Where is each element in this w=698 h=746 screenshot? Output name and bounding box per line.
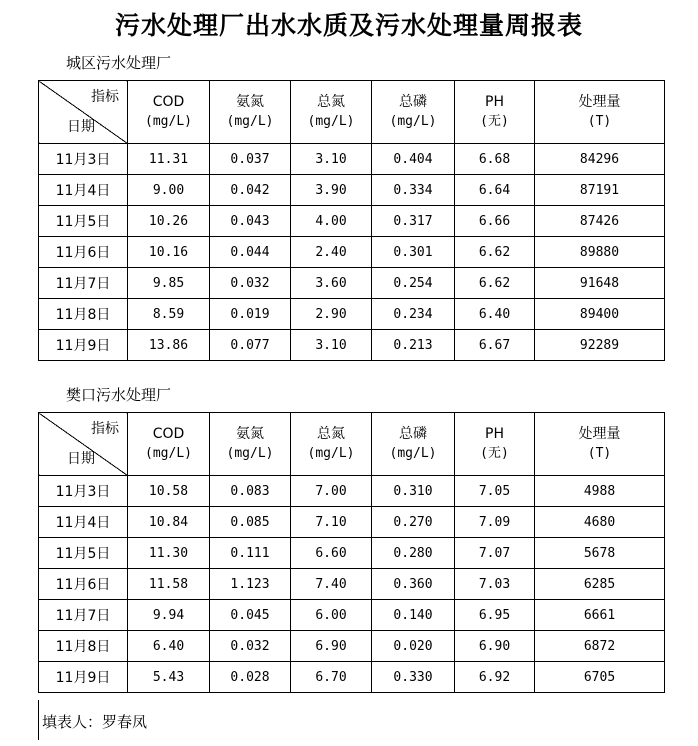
- date-cell: 11月6日: [39, 237, 128, 268]
- volume-cell: 87191: [535, 175, 665, 206]
- total-nitrogen-cell: 4.00: [291, 206, 372, 237]
- cod-cell: 9.85: [128, 268, 210, 299]
- volume-cell: 89880: [535, 237, 665, 268]
- total-phosphorus-cell: 0.270: [372, 507, 455, 538]
- ammonia-cell: 0.032: [210, 631, 291, 662]
- column-header-total-phosphorus: 总磷 (mg/L): [372, 413, 455, 476]
- ph-cell: 6.95: [455, 600, 535, 631]
- column-header-ammonia: 氨氮 (mg/L): [210, 413, 291, 476]
- ammonia-cell: 0.085: [210, 507, 291, 538]
- report-title: 污水处理厂出水水质及污水处理量周报表: [114, 11, 583, 40]
- ammonia-cell: 1.123: [210, 569, 291, 600]
- date-cell: 11月9日: [39, 662, 128, 693]
- total-nitrogen-cell: 6.60: [291, 538, 372, 569]
- plant-1-table: [38, 80, 665, 361]
- ammonia-cell: 0.111: [210, 538, 291, 569]
- volume-cell: 84296: [535, 144, 665, 175]
- ammonia-cell: 0.083: [210, 476, 291, 507]
- table-header-row: [39, 413, 665, 476]
- total-nitrogen-cell: 7.10: [291, 507, 372, 538]
- ammonia-cell: 0.042: [210, 175, 291, 206]
- ammonia-cell: 0.028: [210, 662, 291, 693]
- cod-cell: 10.16: [128, 237, 210, 268]
- volume-cell: 4988: [535, 476, 665, 507]
- table-row: [39, 299, 665, 330]
- total-phosphorus-cell: 0.280: [372, 538, 455, 569]
- total-nitrogen-cell: 3.10: [291, 144, 372, 175]
- total-phosphorus-cell: 0.020: [372, 631, 455, 662]
- column-header-total-nitrogen: 总氮 (mg/L): [291, 413, 372, 476]
- ph-cell: 6.62: [455, 268, 535, 299]
- corner-indicator-label: 指标: [91, 421, 119, 437]
- volume-cell: 6285: [535, 569, 665, 600]
- plant-1-rows: [39, 144, 665, 361]
- filler-label: 填表人：罗春凤: [42, 713, 148, 731]
- date-cell: 11月6日: [39, 569, 128, 600]
- ammonia-cell: 0.037: [210, 144, 291, 175]
- total-phosphorus-cell: 0.213: [372, 330, 455, 361]
- table-header-row: [39, 81, 665, 144]
- table-row: [39, 631, 665, 662]
- ph-cell: 6.68: [455, 144, 535, 175]
- table-row: [39, 268, 665, 299]
- date-cell: 11月7日: [39, 600, 128, 631]
- ph-cell: 7.07: [455, 538, 535, 569]
- column-header-ammonia: 氨氮 (mg/L): [210, 81, 291, 144]
- cod-cell: 11.58: [128, 569, 210, 600]
- date-cell: 11月8日: [39, 299, 128, 330]
- cod-cell: 9.00: [128, 175, 210, 206]
- volume-cell: 6661: [535, 600, 665, 631]
- volume-cell: 89400: [535, 299, 665, 330]
- volume-cell: 91648: [535, 268, 665, 299]
- total-nitrogen-cell: 6.70: [291, 662, 372, 693]
- cod-cell: 11.31: [128, 144, 210, 175]
- table-row: [39, 175, 665, 206]
- column-header-volume: 处理量 (T): [535, 81, 665, 144]
- ph-cell: 6.90: [455, 631, 535, 662]
- volume-cell: 5678: [535, 538, 665, 569]
- date-cell: 11月7日: [39, 268, 128, 299]
- cod-cell: 5.43: [128, 662, 210, 693]
- total-nitrogen-cell: 3.10: [291, 330, 372, 361]
- cod-cell: 13.86: [128, 330, 210, 361]
- total-nitrogen-cell: 7.00: [291, 476, 372, 507]
- table-row: [39, 476, 665, 507]
- column-header-cod: COD (mg/L): [128, 413, 210, 476]
- total-nitrogen-cell: 3.60: [291, 268, 372, 299]
- ph-cell: 6.66: [455, 206, 535, 237]
- total-phosphorus-cell: 0.310: [372, 476, 455, 507]
- plant-2-rows: [39, 476, 665, 693]
- date-cell: 11月4日: [39, 507, 128, 538]
- ammonia-cell: 0.032: [210, 268, 291, 299]
- ammonia-cell: 0.043: [210, 206, 291, 237]
- total-phosphorus-cell: 0.254: [372, 268, 455, 299]
- ammonia-cell: 0.019: [210, 299, 291, 330]
- total-phosphorus-cell: 0.317: [372, 206, 455, 237]
- ph-cell: 7.05: [455, 476, 535, 507]
- total-phosphorus-cell: 0.404: [372, 144, 455, 175]
- table-row: [39, 538, 665, 569]
- table-row: [39, 507, 665, 538]
- filler-divider: [38, 700, 39, 740]
- ph-cell: 6.40: [455, 299, 535, 330]
- cod-cell: 9.94: [128, 600, 210, 631]
- ph-cell: 6.67: [455, 330, 535, 361]
- date-cell: 11月3日: [39, 476, 128, 507]
- plant-1-label: 城区污水处理厂: [66, 54, 172, 72]
- cod-cell: 8.59: [128, 299, 210, 330]
- cod-cell: 11.30: [128, 538, 210, 569]
- corner-indicator-label: 指标: [91, 89, 119, 105]
- column-header-cod: COD (mg/L): [128, 81, 210, 144]
- total-phosphorus-cell: 0.140: [372, 600, 455, 631]
- column-header-total-nitrogen: 总氮 (mg/L): [291, 81, 372, 144]
- table-row: [39, 237, 665, 268]
- ph-cell: 7.03: [455, 569, 535, 600]
- corner-header-cell: [39, 413, 128, 476]
- total-phosphorus-cell: 0.334: [372, 175, 455, 206]
- volume-cell: 6705: [535, 662, 665, 693]
- cod-cell: 10.84: [128, 507, 210, 538]
- total-nitrogen-cell: 7.40: [291, 569, 372, 600]
- volume-cell: 4680: [535, 507, 665, 538]
- date-cell: 11月4日: [39, 175, 128, 206]
- total-nitrogen-cell: 6.90: [291, 631, 372, 662]
- table-row: [39, 662, 665, 693]
- ph-cell: 6.92: [455, 662, 535, 693]
- table-row: [39, 569, 665, 600]
- date-cell: 11月8日: [39, 631, 128, 662]
- ammonia-cell: 0.077: [210, 330, 291, 361]
- volume-cell: 6872: [535, 631, 665, 662]
- cod-cell: 6.40: [128, 631, 210, 662]
- total-nitrogen-cell: 2.90: [291, 299, 372, 330]
- volume-cell: 87426: [535, 206, 665, 237]
- column-header-ph: PH (无): [455, 81, 535, 144]
- cod-cell: 10.26: [128, 206, 210, 237]
- plant-2-table: [38, 412, 665, 693]
- corner-header-cell: [39, 81, 128, 144]
- corner-date-label: 日期: [67, 451, 95, 467]
- ph-cell: 6.64: [455, 175, 535, 206]
- ammonia-cell: 0.044: [210, 237, 291, 268]
- total-nitrogen-cell: 6.00: [291, 600, 372, 631]
- table-row: [39, 144, 665, 175]
- table-row: [39, 330, 665, 361]
- plant-2-label: 樊口污水处理厂: [66, 386, 172, 404]
- table-row: [39, 600, 665, 631]
- cod-cell: 10.58: [128, 476, 210, 507]
- ph-cell: 7.09: [455, 507, 535, 538]
- ammonia-cell: 0.045: [210, 600, 291, 631]
- corner-date-label: 日期: [67, 119, 95, 135]
- table-row: [39, 206, 665, 237]
- total-nitrogen-cell: 3.90: [291, 175, 372, 206]
- column-header-total-phosphorus: 总磷 (mg/L): [372, 81, 455, 144]
- total-phosphorus-cell: 0.360: [372, 569, 455, 600]
- date-cell: 11月5日: [39, 206, 128, 237]
- ph-cell: 6.62: [455, 237, 535, 268]
- date-cell: 11月5日: [39, 538, 128, 569]
- total-phosphorus-cell: 0.330: [372, 662, 455, 693]
- column-header-volume: 处理量 (T): [535, 413, 665, 476]
- date-cell: 11月3日: [39, 144, 128, 175]
- date-cell: 11月9日: [39, 330, 128, 361]
- volume-cell: 92289: [535, 330, 665, 361]
- column-header-ph: PH (无): [455, 413, 535, 476]
- total-phosphorus-cell: 0.234: [372, 299, 455, 330]
- total-nitrogen-cell: 2.40: [291, 237, 372, 268]
- total-phosphorus-cell: 0.301: [372, 237, 455, 268]
